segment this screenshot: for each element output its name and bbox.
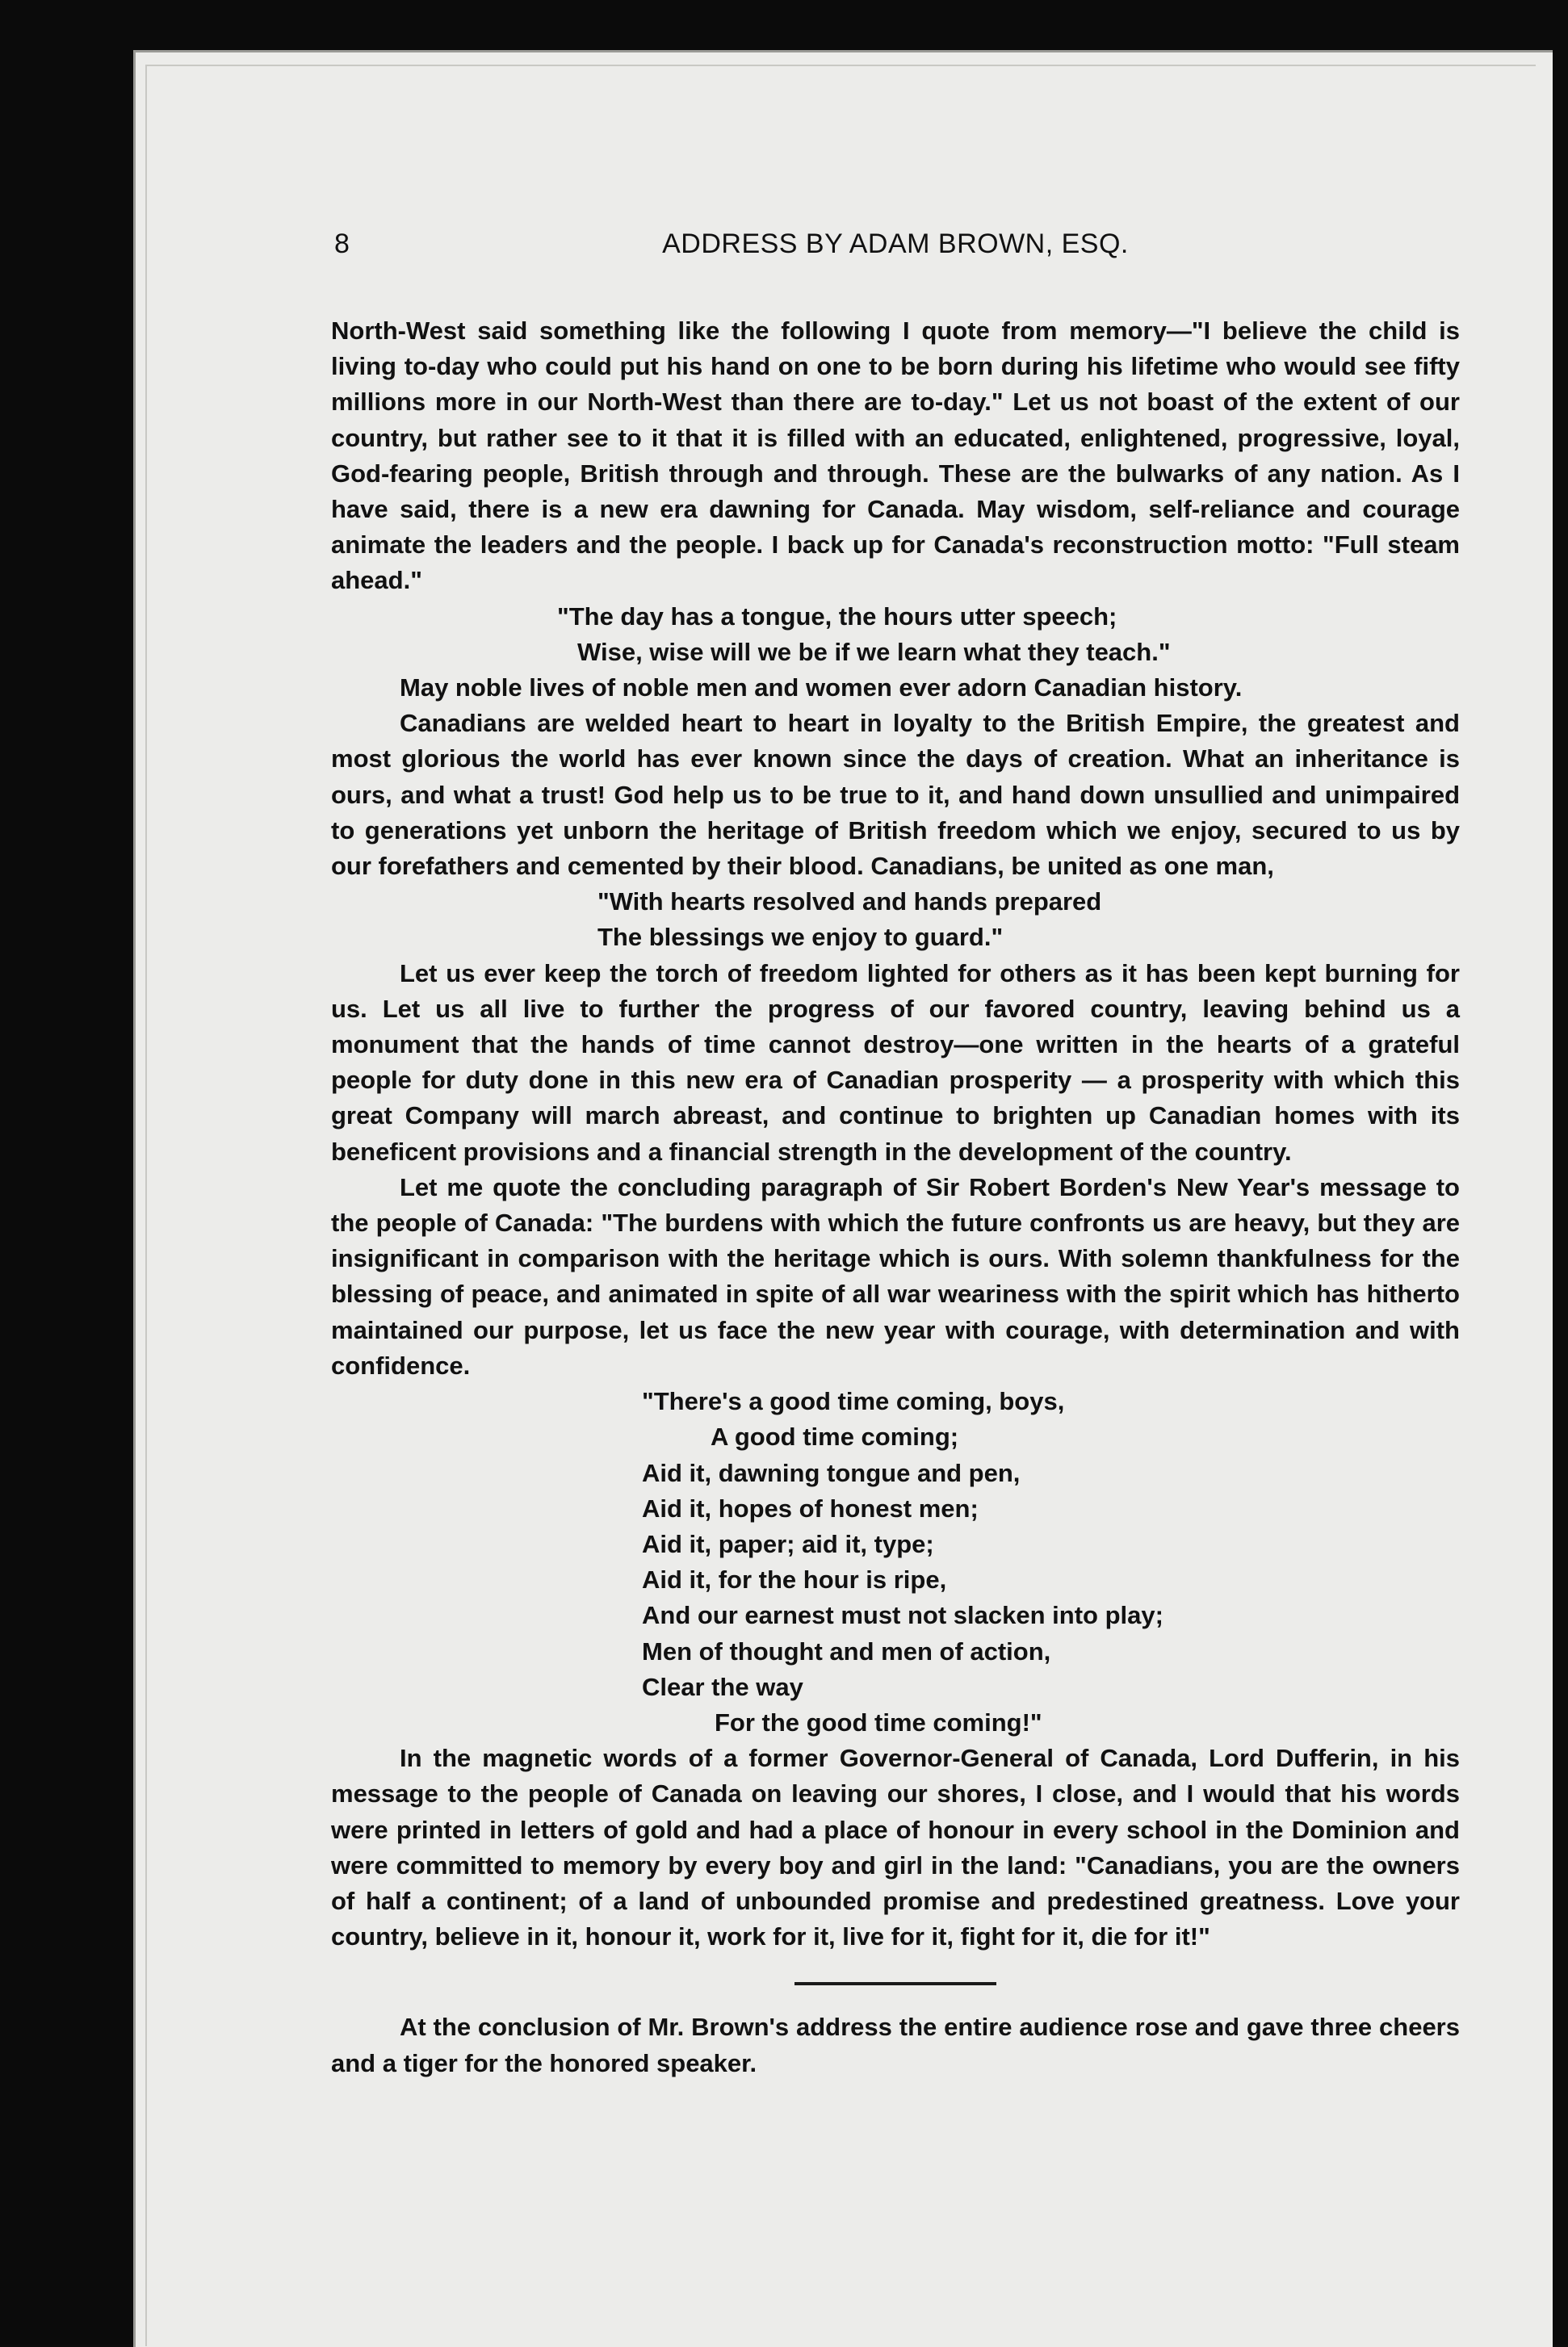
paragraph-6: In the magnetic words of a former Governor-General of Canada, Lord Dufferin, in his message to the people of Canada on leaving our shores, I close, and I would that his words were printed in letters of gold and had a place of honour in every school in the Dominion and were committed to memory by every boy and girl in the land: "Canadians, you are the owners of half a continent; of a land of unbounded promise and predestined greatness. Love your country, believe in it, honour it, work for it, live for it, fight for it, die for it!" bbox=[331, 1744, 1460, 1951]
verse-line: For the good time coming!" bbox=[715, 1708, 1042, 1737]
page-number: 8 bbox=[334, 228, 350, 259]
verse-line: "The day has a tongue, the hours utter speech; bbox=[557, 601, 1117, 631]
verse-2 bbox=[331, 884, 1460, 955]
verse-line: Men of thought and men of action, bbox=[642, 1637, 1051, 1666]
page-header bbox=[331, 226, 1460, 270]
page-text bbox=[331, 226, 1460, 2081]
verse-1 bbox=[331, 599, 1460, 670]
verse-line: Aid it, for the hour is ripe, bbox=[642, 1565, 947, 1595]
section-divider bbox=[794, 1982, 996, 1985]
paragraph-1: North-West said something like the following I quote from memory—"I believe the child is living to-day who could put his hand on one to be born during his lifetime who would see fifty millions more in our North-West than there are to-day." Let us not boast of the extent of our country, but rather see to it that it is filled with an educated, enlightened, progressive, loyal, God-fearing people, British through and through. These are the bulwarks of any nation. As I have said, there is a new era dawning for Canada. May wisdom, self-reliance and courage animate the leaders and the people. I back up for Canada's reconstruction motto: "Full steam ahead." bbox=[331, 316, 1460, 595]
paragraph-5: Let me quote the concluding paragraph of Sir Robert Borden's New Year's message to the people of Canada: "The burdens with which the future confronts us are heavy, but they are insignificant in comparison with the heritage which is ours. With solemn thankfulness for the blessing of peace, and animated in spite of all war weariness with the spirit which has hitherto maintained our purpose, let us face the new year with courage, with determination and with confidence. bbox=[331, 1172, 1460, 1380]
verse-line: And our earnest must not slacken into play; bbox=[642, 1601, 1163, 1630]
verse-line: Aid it, hopes of honest men; bbox=[642, 1494, 979, 1523]
verse-line: "There's a good time coming, boys, bbox=[642, 1387, 1065, 1416]
verse-line: A good time coming; bbox=[711, 1423, 959, 1452]
verse-line: The blessings we enjoy to guard." bbox=[597, 923, 1004, 952]
closing-paragraph: At the conclusion of Mr. Brown's address the entire audience rose and gave three cheers and a tiger for the honored speaker. bbox=[331, 2013, 1460, 2077]
verse-line: Clear the way bbox=[642, 1672, 803, 1701]
verse-line: "With hearts resolved and hands prepared bbox=[597, 887, 1102, 916]
paragraph-4: Let us ever keep the torch of freedom lighted for others as it has been kept burning for us. Let us all live to further the progress of our favored country, leaving behind us a monument that the hands of time cannot destroy—one written in the hearts of a grateful people for duty done in this new era of Canadian prosperity — a prosperity with which this great Company will march abreast, and continue to brighten up Canadian homes with its beneficent provisions and a financial strength in the development of the country. bbox=[331, 958, 1460, 1166]
verse-line: Aid it, dawning tongue and pen, bbox=[642, 1458, 1021, 1487]
verse-line: Aid it, paper; aid it, type; bbox=[642, 1529, 934, 1558]
paragraph-3: Canadians are welded heart to heart in loyalty to the British Empire, the greatest and most glorious the world has ever known since the days of creation. What an inheritance is ours, and what a trust! God help us to be true to it, and hand down unsullied and unimpaired to generations yet unborn the heritage of British freedom which we enjoy, secured to us by our forefathers and cemented by their blood. Canadians, be united as one man, bbox=[331, 709, 1460, 881]
verse-3 bbox=[331, 1384, 1460, 1741]
running-title: ADDRESS BY ADAM BROWN, ESQ. bbox=[662, 228, 1129, 259]
paragraph-2: May noble lives of noble men and women ever adorn Canadian history. bbox=[400, 673, 1243, 702]
verse-line: Wise, wise will we be if we learn what they teach." bbox=[577, 637, 1171, 666]
